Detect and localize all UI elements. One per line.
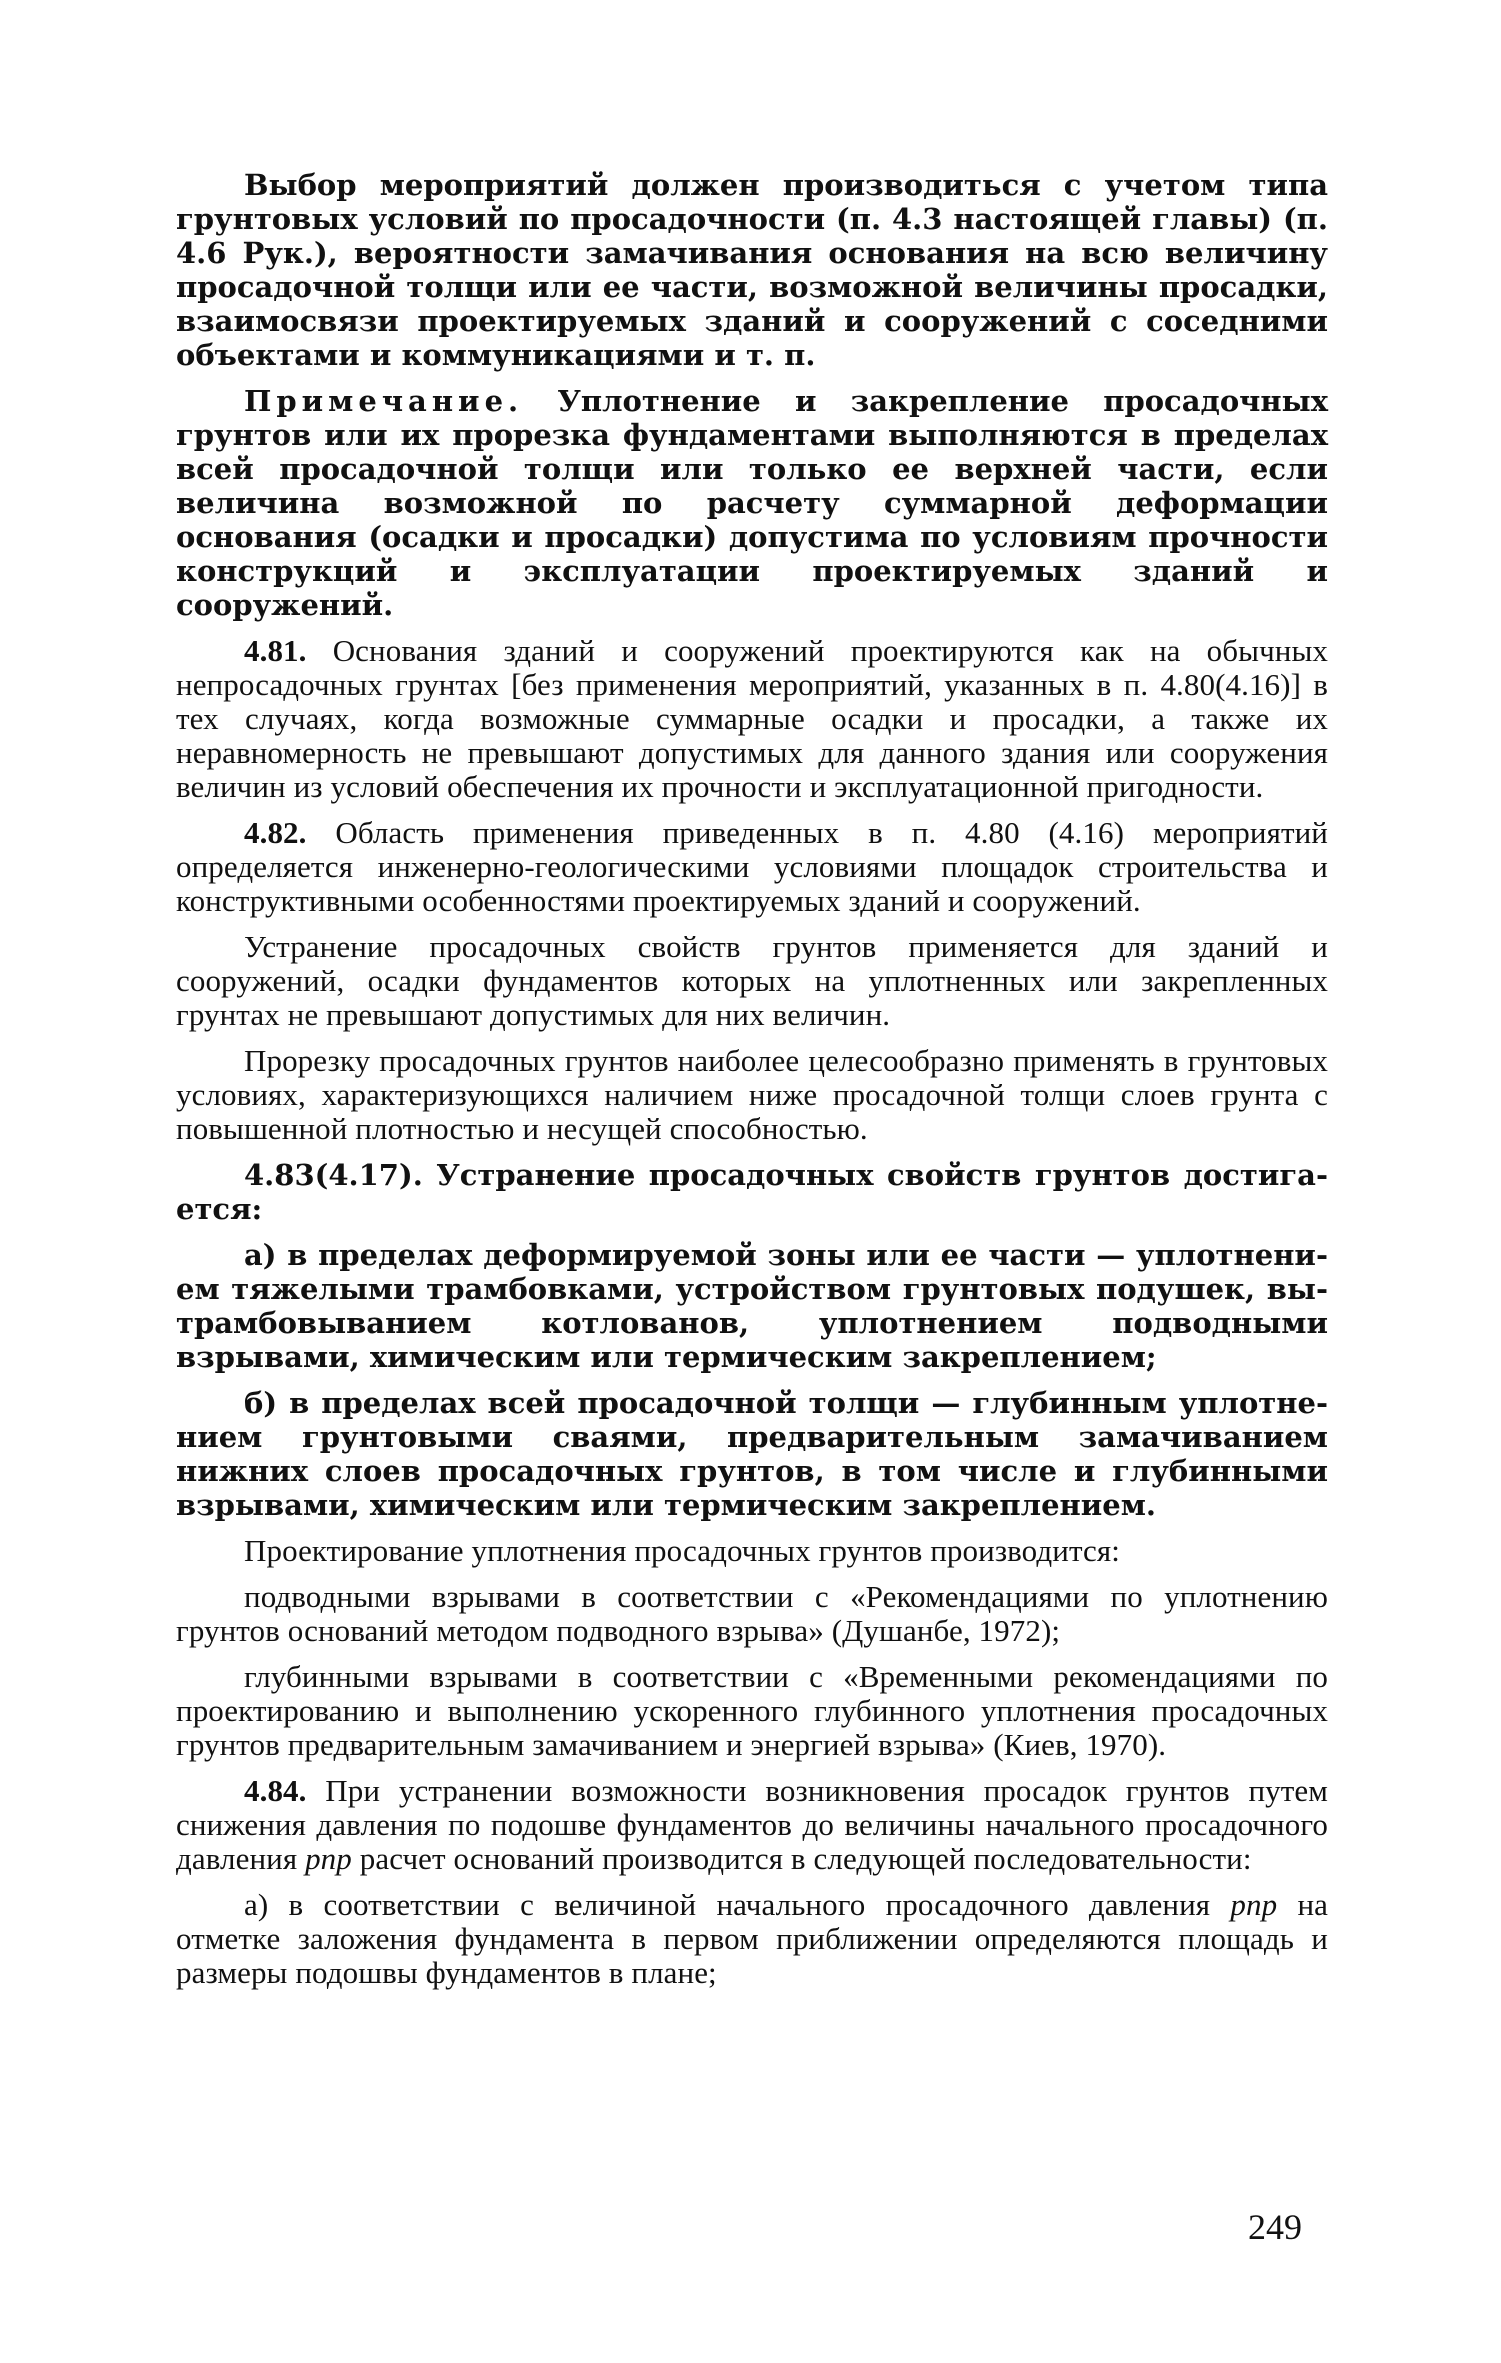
paragraph-item-b: б) в пределах всей просадочной толщи — глубинным уплотнением грунтовыми сваями, предварительным замачиванием нижних слоев просадочных грунтов, в том числе и глубинными взрывами, химическим или термическим закреплением. (176, 1386, 1328, 1522)
clause-number-4-82: 4.82. (244, 815, 307, 850)
clause-number-4-84: 4.84. (244, 1773, 307, 1808)
paragraph-4-82 (176, 816, 1328, 918)
initial-collapse-pressure-symbol-2: pпр (1230, 1887, 1278, 1922)
clause-text-4-84-end: расчет оснований производится в следующей последовательности: (351, 1841, 1252, 1876)
clause-text-4-84-start: При устранении возможности возникновения просадок грунтов путем снижения давления по подошве фундаментов до величины начального просадочного давления (176, 1773, 1328, 1876)
page-number: 249 (1248, 2207, 1302, 2247)
paragraph-4-84-item-a (176, 1888, 1328, 1990)
clause-number-4-81: 4.81. (244, 633, 307, 668)
clause-text-4-81: Основания зданий и сооружений проектируются как на обычных непросадочных грунтах [без применения мероприятий, указанных в п. 4.80(4.16)] в тех случаях, когда возможные суммарные осадки и просадки, а также их неравномерность не превышают допустимых для данного здания или сооружения величин из условий обеспечения их прочности и эксплуатационной пригодности. (176, 633, 1328, 804)
paragraph-item-a: а) в пределах деформируемой зоны или ее части — уплотнением тяжелыми трамбовками, устройством грунтовых подушек, вытрамбовыванием котлованов, уплотнением подводными взрывами, химическим или термическим закреплением; (176, 1238, 1328, 1374)
paragraph-4-83: 4.83(4.17). Устранение просадочных свойств грунтов достигается: (176, 1158, 1328, 1226)
paragraph-4-84 (176, 1774, 1328, 1876)
paragraph-note (176, 384, 1328, 622)
item-a-text-end: на отметке заложения фундамента в первом приближении определяются площадь и размеры подошвы фундаментов в плане; (176, 1887, 1328, 1990)
initial-collapse-pressure-symbol: pпр (305, 1841, 352, 1876)
page-body (176, 168, 1328, 2002)
note-label: Примечание. (244, 384, 524, 418)
clause-text-4-82: Область применения приведенных в п. 4.80 (4.16) мероприятий определяется инженерно-геологическими условиями площадок строительства и конструктивными особенностями проектируемых зданий и сооружений. (176, 815, 1328, 918)
paragraph-4-81 (176, 634, 1328, 804)
paragraph-elimination: Устранение просадочных свойств грунтов применяется для зданий и сооружений, осадки фундаментов которых на уплотненных или закрепленных грунтах не превышают допустимых для них величин. (176, 929, 1328, 1032)
paragraph-cutting-through: Прорезку просадочных грунтов наиболее целесообразно применять в грунтовых условиях, характеризующихся наличием ниже просадочной толщи слоев грунта с повышенной плотностью и несущей способностью. (176, 1043, 1328, 1146)
paragraph-deep-blasts: глубинными взрывами в соответствии с «Временными рекомендациями по проектированию и выполнению ускоренного глубинного уплотнения просадочных грунтов предварительным замачиванием и энергией взрыва» (Киев, 1970). (176, 1659, 1328, 1762)
item-a-text-start: а) в соответствии с величиной начального просадочного давления (244, 1887, 1231, 1922)
paragraph-measures-selection: Выбор мероприятий должен производиться с учетом типа грунтовых условий по просадочности (п. 4.3 настоящей главы) (п. 4.6 Рук.), вероятности замачивания основания на всю величину просадочной толщи или ее части, возможной величины просадки, взаимосвязи проектируемых зданий и сооружений с соседними объектами и коммуникациями и т. п. (176, 168, 1328, 372)
paragraph-underwater-blasts: подводными взрывами в соответствии с «Рекомендациями по уплотнению грунтов оснований методом подводного взрыва» (Душанбе, 1972); (176, 1579, 1328, 1648)
note-text: Уплотнение и закрепление просадочных грунтов или их прорезка фундаментами выполняются в пределах всей просадочной толщи или только ее верхней части, если величина возможной по расчету суммарной деформации основания (осадки и просадки) допустима по условиям прочности конструкций и эксплуатации проектируемых зданий и сооружений. (176, 384, 1328, 622)
paragraph-design-compaction: Проектирование уплотнения просадочных грунтов производится: (244, 1533, 1120, 1568)
